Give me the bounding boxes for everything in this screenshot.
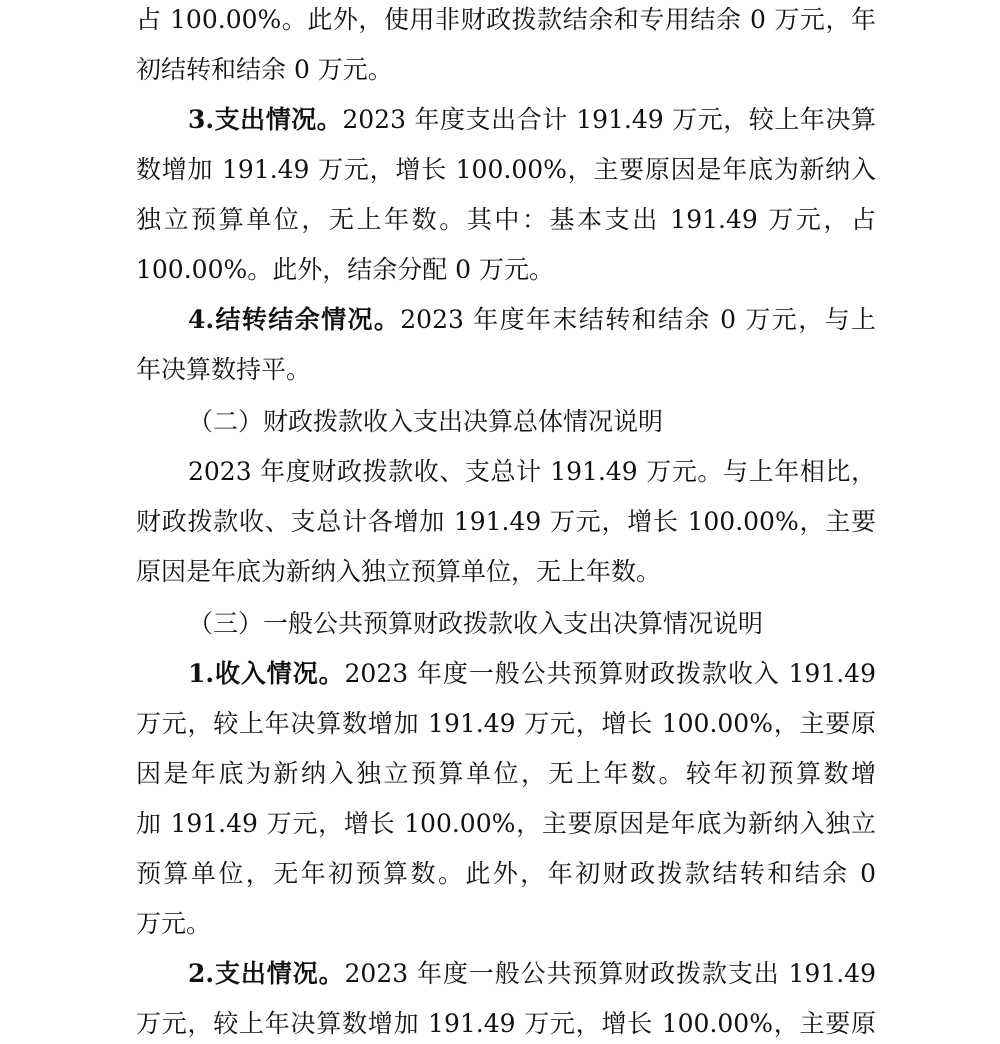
body-line [136, 552, 876, 592]
body-line [136, 350, 876, 390]
body-line [136, 150, 876, 190]
body-line [136, 854, 876, 894]
section-heading-line [136, 654, 876, 694]
line-text: 年决算数持平。 [136, 355, 312, 384]
body-line [136, 452, 876, 492]
body-line [136, 50, 876, 90]
subsection-title [136, 604, 876, 644]
line-text: 原因是年底为新纳入独立预算单位，无上年数。 [136, 557, 662, 586]
line-text: 因是年底为新纳入独立预算单位，无上年数。较年初预算数增 [136, 759, 876, 788]
bold-heading: 2.支出情况。 [188, 959, 345, 988]
body-line [136, 0, 876, 40]
section-heading-line [136, 100, 876, 140]
line-text: 占 100.00%。此外，使用非财政拨款结余和专用结余 0 万元，年 [136, 5, 876, 34]
body-line [136, 250, 876, 290]
line-text: （三）一般公共预算财政拨款收入支出决算情况说明 [188, 609, 764, 638]
line-text: 2023 年度财政拨款收、支总计 191.49 万元。与上年相比， [188, 457, 876, 486]
line-text: 加 191.49 万元，增长 100.00%，主要原因是年底为新纳入独立 [136, 809, 876, 838]
line-text: 数增加 191.49 万元，增长 100.00%，主要原因是年底为新纳入 [136, 155, 876, 184]
body-line [136, 200, 876, 240]
body-line [136, 754, 876, 794]
line-text: 预算单位，无年初预算数。此外，年初财政拨款结转和结余 0 [136, 859, 876, 888]
line-text: 2023 年度年末结转和结余 0 万元，与上 [400, 305, 876, 334]
body-line [136, 704, 876, 744]
line-text: 100.00%。此外，结余分配 0 万元。 [136, 255, 555, 284]
line-text: 万元，较上年决算数增加 191.49 万元，增长 100.00%，主要原 [136, 1009, 876, 1038]
bold-heading: 4.结转结余情况。 [188, 305, 401, 334]
line-text: （二）财政拨款收入支出决算总体情况说明 [188, 407, 664, 436]
subsection-title [136, 402, 876, 442]
line-text: 独立预算单位，无上年数。其中：基本支出 191.49 万元，占 [136, 205, 876, 234]
bold-heading: 3.支出情况。 [188, 105, 343, 134]
line-text: 2023 年度一般公共预算财政拨款收入 191.49 [344, 659, 876, 688]
section-heading-line [136, 954, 876, 994]
section-heading-line [136, 300, 876, 340]
line-text: 财政拨款收、支总计各增加 191.49 万元，增长 100.00%，主要 [136, 507, 876, 536]
body-line [136, 904, 876, 944]
line-text: 万元。 [136, 909, 212, 938]
bold-heading: 1.收入情况。 [188, 659, 345, 688]
body-line [136, 804, 876, 844]
line-text: 2023 年度支出合计 191.49 万元，较上年决算 [342, 105, 876, 134]
line-text: 初结转和结余 0 万元。 [136, 55, 393, 84]
line-text: 2023 年度一般公共预算财政拨款支出 191.49 [344, 959, 876, 988]
body-line [136, 502, 876, 542]
line-text: 万元，较上年决算数增加 191.49 万元，增长 100.00%，主要原 [136, 709, 876, 738]
body-line [136, 1004, 876, 1044]
